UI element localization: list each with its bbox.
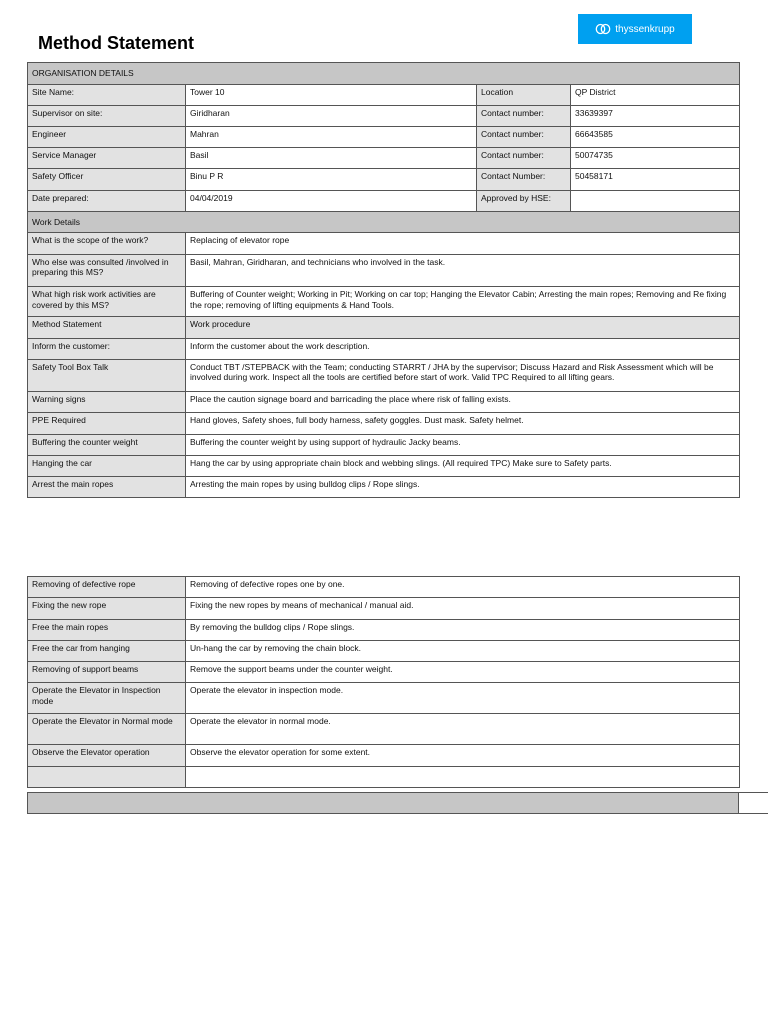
field-value: Inform the customer about the work description. bbox=[186, 338, 740, 359]
field-label: Site Name: bbox=[28, 84, 186, 105]
table-row bbox=[28, 190, 740, 211]
field-value: By removing the bulldog clips / Rope slings. bbox=[186, 619, 740, 640]
table-row bbox=[28, 392, 740, 413]
field-value: Binu P R bbox=[186, 169, 477, 190]
field-value: Replacing of elevator rope bbox=[186, 233, 740, 254]
logo-text: thyssenkrupp bbox=[615, 23, 675, 35]
table-row bbox=[28, 254, 740, 287]
field-label: Fixing the new rope bbox=[28, 598, 186, 619]
table-row bbox=[28, 434, 740, 455]
field-value: 33639397 bbox=[571, 105, 740, 126]
table-row bbox=[28, 640, 740, 661]
field-label: Contact number: bbox=[477, 126, 571, 147]
method-statement-table bbox=[27, 62, 740, 498]
table-row bbox=[28, 338, 740, 359]
field-value: Work procedure bbox=[186, 317, 740, 339]
document-title: Method Statement bbox=[38, 33, 195, 53]
field-value: Conduct TBT /STEPBACK with the Team; conducting STARRT / JHA by the supervisor; Discuss Hazard and Risk Assessment which will be involved during work. Inspect all the tools are certified before start of work. Valid TPC Required to all lifting gears. bbox=[186, 359, 740, 392]
table-row bbox=[28, 477, 740, 498]
field-label: Contact number: bbox=[477, 105, 571, 126]
field-label: Free the main ropes bbox=[28, 619, 186, 640]
field-value: Place the caution signage board and barricading the place where risk of falling exists. bbox=[186, 392, 740, 413]
field-label: Supervisor on site: bbox=[28, 105, 186, 126]
field-value: Mahran bbox=[186, 126, 477, 147]
work-details-header-row bbox=[28, 211, 740, 233]
field-value: Buffering of Counter weight; Working in Pit; Working on car top; Hanging the Elevator Cabin; Arresting the main ropes; Removing and Re fixing the rope; removing of lifting equipments & Hand Tools. bbox=[186, 287, 740, 317]
field-value: Operate the elevator in normal mode. bbox=[186, 714, 740, 745]
table-row bbox=[28, 683, 740, 714]
field-label: Observe the Elevator operation bbox=[28, 745, 186, 766]
field-label: Safety Tool Box Talk bbox=[28, 359, 186, 392]
table-row bbox=[28, 662, 740, 683]
field-value: 50074735 bbox=[571, 148, 740, 169]
field-value: Basil, Mahran, Giridharan, and technicians who involved in the task. bbox=[186, 254, 740, 287]
table-row bbox=[28, 455, 740, 476]
table-row bbox=[28, 413, 740, 434]
field-label: Date prepared: bbox=[28, 190, 186, 211]
field-label: Warning signs bbox=[28, 392, 186, 413]
table-row bbox=[28, 126, 740, 147]
section-header: Work Details bbox=[28, 211, 740, 233]
field-label: Buffering the counter weight bbox=[28, 434, 186, 455]
table-row bbox=[28, 148, 740, 169]
field-label: Free the car from hanging bbox=[28, 640, 186, 661]
field-label: Operate the Elevator in Inspection mode bbox=[28, 683, 186, 714]
field-value: Removing of defective ropes one by one. bbox=[186, 577, 740, 598]
table-row bbox=[28, 598, 740, 619]
field-value: Un-hang the car by removing the chain block. bbox=[186, 640, 740, 661]
field-value: Basil bbox=[186, 148, 477, 169]
field-label: Operate the Elevator in Normal mode bbox=[28, 714, 186, 745]
table-row bbox=[28, 577, 740, 598]
field-label: Inform the customer: bbox=[28, 338, 186, 359]
table-row bbox=[28, 287, 740, 317]
organisation-header-row bbox=[28, 63, 740, 85]
table-footer-bar bbox=[27, 792, 739, 814]
field-value: Hand gloves, Safety shoes, full body harness, safety goggles. Dust mask. Safety helmet. bbox=[186, 413, 740, 434]
field-label bbox=[28, 766, 186, 787]
field-value: 04/04/2019 bbox=[186, 190, 477, 211]
field-label: Contact Number: bbox=[477, 169, 571, 190]
table-footer-cell bbox=[738, 792, 768, 814]
field-value: Tower 10 bbox=[186, 84, 477, 105]
field-value: Fixing the new ropes by means of mechanical / manual aid. bbox=[186, 598, 740, 619]
field-value: Operate the elevator in inspection mode. bbox=[186, 683, 740, 714]
table-row bbox=[28, 84, 740, 105]
field-label: Location bbox=[477, 84, 571, 105]
field-value bbox=[186, 766, 740, 787]
field-label: Arrest the main ropes bbox=[28, 477, 186, 498]
table-row bbox=[28, 317, 740, 339]
table-row bbox=[28, 105, 740, 126]
company-logo bbox=[578, 14, 692, 44]
field-label: PPE Required bbox=[28, 413, 186, 434]
field-value: 50458171 bbox=[571, 169, 740, 190]
table-row bbox=[28, 359, 740, 392]
logo-mark-icon bbox=[595, 23, 611, 35]
field-value: Arresting the main ropes by using bulldog clips / Rope slings. bbox=[186, 477, 740, 498]
table-row bbox=[28, 745, 740, 766]
table-row bbox=[28, 766, 740, 787]
field-label: What is the scope of the work? bbox=[28, 233, 186, 254]
field-label: Approved by HSE: bbox=[477, 190, 571, 211]
field-label: Method Statement bbox=[28, 317, 186, 339]
section-header: ORGANISATION DETAILS bbox=[28, 63, 740, 85]
field-label: Hanging the car bbox=[28, 455, 186, 476]
field-value: Observe the elevator operation for some extent. bbox=[186, 745, 740, 766]
table-row bbox=[28, 233, 740, 254]
field-value: Buffering the counter weight by using support of hydraulic Jacky beams. bbox=[186, 434, 740, 455]
field-value bbox=[571, 190, 740, 211]
field-value: QP District bbox=[571, 84, 740, 105]
field-label: What high risk work activities are covered by this MS? bbox=[28, 287, 186, 317]
field-label: Removing of defective rope bbox=[28, 577, 186, 598]
table-row bbox=[28, 169, 740, 190]
field-value: Hang the car by using appropriate chain block and webbing slings. (All required TPC) Make sure to Safety parts. bbox=[186, 455, 740, 476]
procedure-continued-table bbox=[27, 576, 740, 788]
field-label: Contact number: bbox=[477, 148, 571, 169]
field-label: Engineer bbox=[28, 126, 186, 147]
field-value: 66643585 bbox=[571, 126, 740, 147]
field-label: Safety Officer bbox=[28, 169, 186, 190]
field-value: Remove the support beams under the counter weight. bbox=[186, 662, 740, 683]
field-value: Giridharan bbox=[186, 105, 477, 126]
field-label: Who else was consulted /involved in preparing this MS? bbox=[28, 254, 186, 287]
field-label: Removing of support beams bbox=[28, 662, 186, 683]
table-row bbox=[28, 714, 740, 745]
table-row bbox=[28, 619, 740, 640]
field-label: Service Manager bbox=[28, 148, 186, 169]
